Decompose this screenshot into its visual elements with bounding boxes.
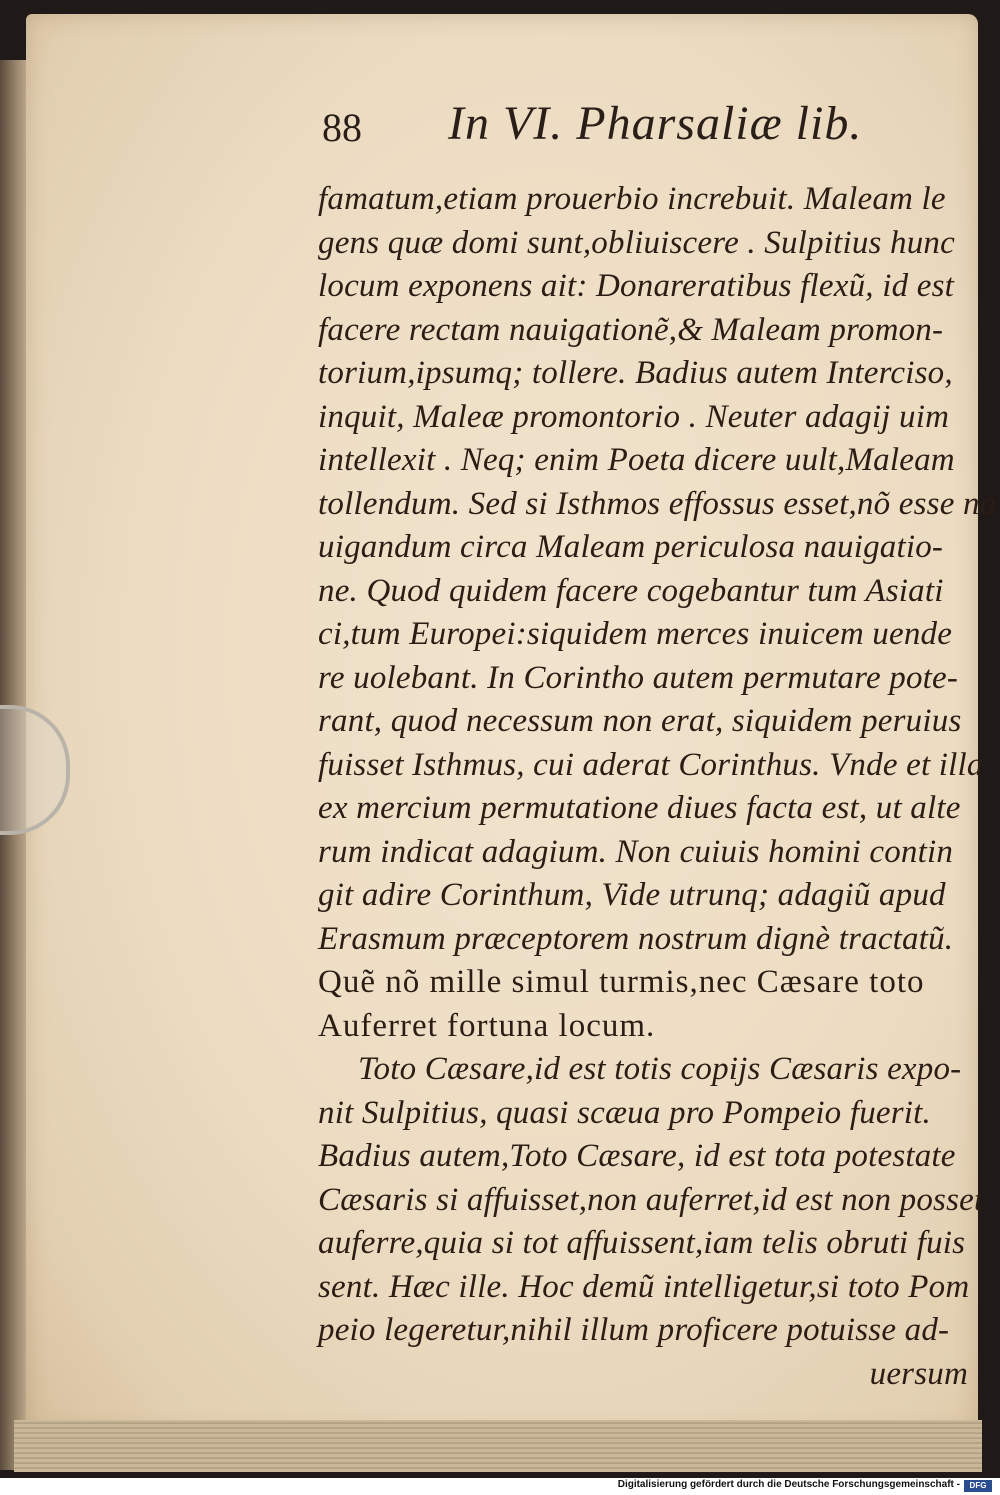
text-line: Erasmum præceptorem nostrum dignè tractatũ. <box>318 920 954 957</box>
text-line: uigandum circa Maleam periculosa nauigatio- <box>318 529 944 565</box>
text-line: ci,tum Europei:siquidem merces inuicem uende <box>318 616 953 652</box>
page-stack-edge <box>14 1420 982 1472</box>
verse-quotation <box>318 961 968 1048</box>
body-paragraph <box>318 178 997 961</box>
text-line: ex mercium permutatione diues facta est, ut alte <box>318 790 961 826</box>
text-line: intellexit . Neq; enim Poeta dicere uult,Maleam <box>318 442 955 478</box>
text-line: git adire Corinthum, Vide utrunq; adagiũ apud <box>318 877 946 913</box>
text-line: fuisset Isthmus, cui aderat Corinthus. Vnde et illa <box>318 746 984 783</box>
text-line: torium,ipsumq; tollere. Badius autem Interciso, <box>318 355 953 391</box>
verse-line: Auferret fortuna locum. <box>318 1007 656 1044</box>
text-line: nit Sulpitius, quasi scæua pro Pompeio fuerit. <box>318 1094 931 1131</box>
text-line: inquit, Maleæ promontorio . Neuter adagij uim <box>318 398 950 435</box>
catchword: uersum <box>869 1355 968 1392</box>
text-line: tollendum. Sed si Isthmos effossus esset,nõ esse na <box>318 485 997 522</box>
text-line: peio legeretur,nihil illum proficere potuisse ad- <box>318 1312 950 1348</box>
page-header <box>322 96 962 166</box>
dfg-logo: DFG <box>964 1480 992 1492</box>
text-line: rum indicat adagium. Non cuiuis homini contin <box>318 833 954 870</box>
funding-credit: Digitalisierung gefördert durch die Deutsche Forschungsgemeinschaft - <box>617 1479 960 1490</box>
folio-number: 88 <box>322 105 362 150</box>
text-line: Badius autem,Toto Cæsare, id est tota potestate <box>318 1138 956 1174</box>
commentary-paragraph <box>318 1048 984 1353</box>
text-line: Toto Cæsare,id est totis copijs Cæsaris expo- <box>358 1051 962 1087</box>
text-line: rant, quod necessum non erat, siquidem peruius <box>318 703 962 739</box>
running-title: In VI. Pharsaliæ lib. <box>448 97 863 150</box>
text-line: Cæsaris si affuisset,non auferret,id est non posset <box>318 1181 984 1218</box>
text-line: gens quæ domi sunt,obliuiscere . Sulpitius hunc <box>318 224 955 261</box>
text-line: locum exponens ait: Donareratibus flexũ, id est <box>318 268 954 304</box>
page-text <box>318 178 997 1396</box>
text-line: ne. Quod quidem facere cogebantur tum Asiati <box>318 572 944 609</box>
digitization-footer <box>0 1478 1000 1495</box>
text-line: re uolebant. In Corintho autem permutare pote- <box>318 659 959 696</box>
text-line: facere rectam nauigationẽ,& Maleam promon- <box>318 311 944 348</box>
verse-line: Quẽ nõ mille simul turmis,nec Cæsare toto <box>318 964 925 1000</box>
text-line: sent. Hæc ille. Hoc demũ intelligetur,si toto Pom <box>318 1268 970 1305</box>
text-line: auferre,quia si tot affuissent,iam telis obruti fuis <box>318 1225 966 1261</box>
text-line: famatum,etiam prouerbio increbuit. Maleam le <box>318 181 946 217</box>
